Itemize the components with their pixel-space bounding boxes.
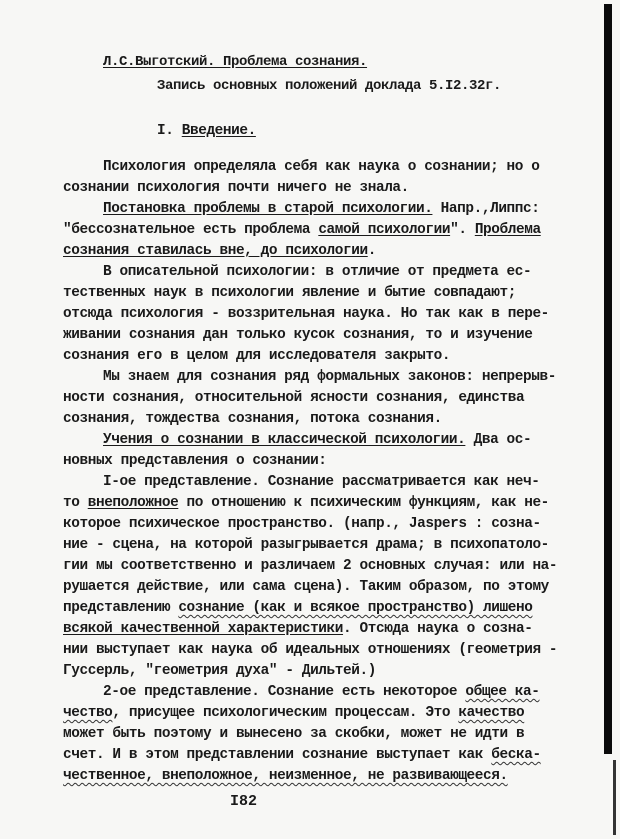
text-span: . Отсюда наука о созна- (343, 621, 533, 637)
underlined-phrase: самой психологии (318, 222, 451, 238)
text-line: чественное, внеположное, неизменное, не развивающееся. (63, 768, 508, 784)
text-span: по отношению к психическим функциям, как не- (178, 495, 549, 511)
text-span: представлению (63, 600, 179, 616)
text-line: ности сознания, относительной ясности сознания, единства (63, 390, 525, 406)
text-line: которое психическое пространство. (напр., Jaspers : созна- (63, 516, 541, 532)
text-line (63, 221, 541, 239)
text-line (63, 599, 532, 617)
text-line (63, 242, 376, 260)
text-line: отсюда психология - воззрительная наука. Но так как в пере- (63, 306, 549, 322)
text-span: то (63, 495, 88, 511)
underlined-phrase: внеположное (87, 495, 179, 511)
text-line: В описательной психологии: в отличие от предмета ес- (103, 264, 532, 280)
text-line (103, 683, 540, 701)
text-span: . (367, 243, 376, 259)
text-line: рушается действие, или сама сцена). Таким образом, по этому (63, 579, 549, 595)
text-line (63, 620, 532, 638)
text-line: живании сознания дан только кусок сознания, то и изучение (63, 327, 533, 343)
section-heading (157, 122, 256, 140)
underlined-phrase: всякой качественной характеристики (63, 621, 344, 637)
text-span: Напр.,Липпс: (432, 201, 540, 217)
text-line: гии мы соответственно и различаем 2 основных случая: или на- (63, 558, 558, 574)
scan-edge-bar (604, 4, 612, 754)
underlined-phrase: Постановка проблемы в старой психологии. (103, 201, 433, 217)
text-line: новных представления о сознании: (63, 453, 327, 469)
text-line (103, 200, 540, 218)
underlined-phrase: сознания ставилась вне, до психологии (63, 243, 368, 259)
text-line: тественных наук в психологии явление и бытие совпадают; (63, 285, 516, 301)
doc-title: Л.С.Выготский. Проблема сознания. (103, 54, 368, 70)
underlined-phrase: Проблема (474, 222, 541, 238)
text-line: I-ое представление. Сознание рассматривается как неч- (103, 474, 540, 490)
section-number: I. (157, 123, 174, 139)
text-line: нии выступает как наука об идеальных отношениях (геометрия - (63, 642, 558, 658)
doc-subtitle: Запись основных положений доклада 5.I2.32г. (157, 78, 502, 94)
text-span: Два ос- (465, 432, 532, 448)
text-span: ". (450, 222, 475, 238)
text-span: 2-ое представление. Сознание есть некоторое (103, 684, 466, 700)
text-span: счет. И в этом представлении сознание выступает как (63, 747, 492, 763)
text-line: сознания, тождества сознания, потока сознания. (63, 411, 442, 427)
text-line (103, 431, 531, 449)
text-line: сознания его в целом для исследователя закрыто. (63, 348, 451, 364)
text-line (63, 704, 524, 722)
wavy-underlined-phrase: качество (458, 705, 525, 721)
wavy-underlined-phrase: чество (63, 705, 113, 721)
text-line: Мы знаем для сознания ряд формальных законов: непрерыв- (103, 369, 556, 385)
underlined-phrase: Учения о сознании в классической психологии. (103, 432, 466, 448)
text-line: сознании психология почти ничего не знала. (63, 180, 409, 196)
text-line: ние - сцена, на которой разыгрывается драма; в психопатоло- (63, 537, 549, 553)
text-span: "бессознательное есть проблема (63, 222, 319, 238)
text-line: может быть поэтому и вынесено за скобки, может не идти в (63, 726, 525, 742)
text-line (63, 746, 541, 764)
section-title: Введение. (181, 123, 256, 139)
page-number: I82 (230, 793, 258, 810)
text-line (63, 494, 549, 512)
text-line: Гуссерль, "геометрия духа" - Дильтей.) (63, 663, 376, 679)
wavy-underlined-phrase: сознание (как и всякое пространство) лишено (178, 600, 533, 616)
wavy-underlined-phrase: беска- (491, 747, 541, 763)
text-line: Психология определяла себя как наука о сознании; но о (103, 159, 540, 175)
text-span: , присущее психологическим процессам. Это (112, 705, 459, 721)
wavy-underlined-phrase: общее ка- (465, 684, 540, 700)
scan-edge-mark (613, 760, 616, 835)
